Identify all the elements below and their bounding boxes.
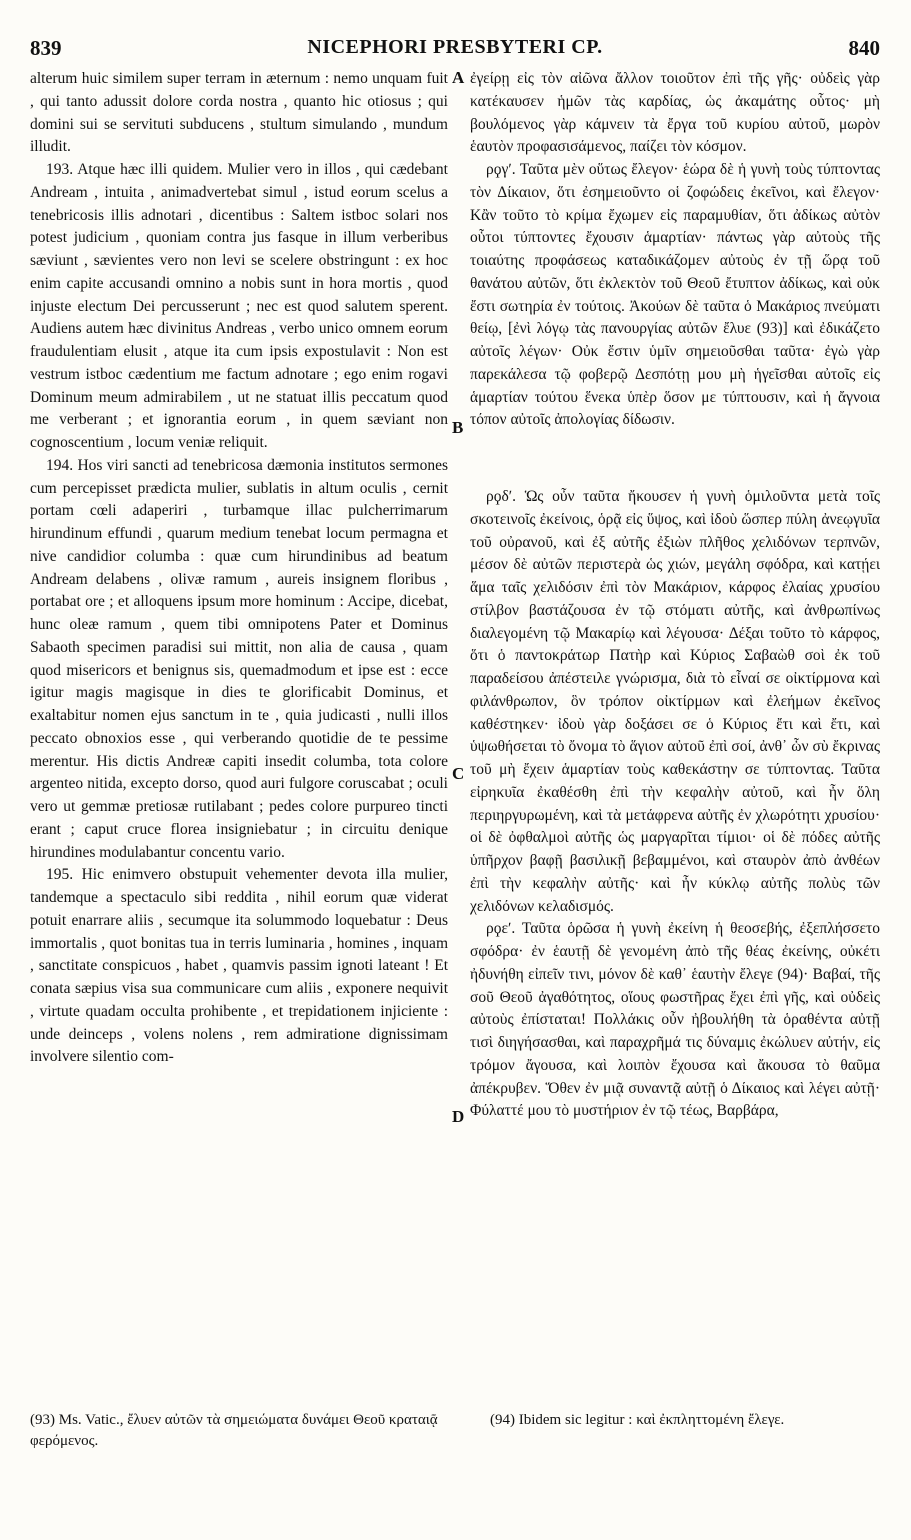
section-marker-d: D — [452, 1107, 465, 1126]
greek-paragraph-194: ρϙδʹ. Ὡς οὖν ταῦτα ἤκουσεν ἡ γυνὴ ὁμιλοῦντα μετὰ τοῖς σκοτεινοῖς ἐκείνοις, ὁρᾷ εἰς ὕψος, καὶ ἰδοὺ ὥσπερ πύλη ἀνεῳγυῖα τοῦ οὐρανοῦ, καὶ ἐξ αὐτῆς ἐξιὼν πλῆθος χελιδόνων τερπνῶν, μέσον δὲ αὐτῶν περιστερὰ ὡς χιών, μεγάλη σφόδρα, καὶ κατῄει ἅμα ταῖς χελιδόσιν ἐπὶ τὸν Μακάριον, κάρφος ἐλαίας χρυσίου στίλβον βαστάζουσα ἐν τῷ στόματι αὐτῆς, καὶ ἀνθρωπίνως διαλεγομένη τῷ Μακαρίῳ καὶ λέγουσα· Δέξαι τοῦτο τὸ κάρφος, ὅτι ὁ παντοκράτωρ Πατὴρ καὶ Κύριος Σαβαὼθ σοὶ ἐκ τοῦ παραδείσου ἀπέστειλε γνώρισμα, διὰ τὸ εἶναί σε οἰκτίρμονα καὶ φιλάνθρωπον, ὃν τρόπον οἰκτίρμων καὶ ἐλεήμων ἐκεῖνος καθέστηκεν· ἰδοὺ γὰρ δοξάσει σε ὁ Κύριος ἔτι καὶ ἔτι, καὶ ὑψωθήσεται τὸ ὄνομα τὸ ἅγιον αὐτοῦ ἐπὶ σοί, ἀνθ᾽ ὧν σὺ ἔκρινας τοῦ μὴ ἔχειν ἁμαρτίαν τοὺς καθεκάστην σε τύπτοντας. Ταῦτα εἰρηκυῖα ἐκαθέσθη ἐπὶ τὴν κεφαλὴν αὐτοῦ, καὶ ἦν ὅλη περιηργυρωμένη, καὶ τὰ μετάφρενα αὐτῆς ἐν χλωρότητι χρυσίου· οἱ δὲ ὀφθαλμοὶ αὐτῆς ὡς μαργαρῖται τίμιοι· οἱ δὲ πόδες αὐτῆς ὑπῆρχον βαφῇ βασιλικῇ βεβαμμένοι, καὶ σταυρὸν ἀπὸ ἀνθέων ἐπὶ τὴν κεφαλὴν αὐτῆς· καὶ ἦν κύκλῳ αὐτῆς πολὺς τῶν χελιδόνων κελαδισμός. — [470, 488, 880, 915]
running-title: NICEPHORI PRESBYTERI CP. — [307, 36, 603, 58]
footnote-93: (93) Ms. Vatic., ἔλυεν αὐτῶν τὰ σημειώματα δυνάμει Θεοῦ κραταιᾷ φερόμενος. — [30, 1412, 438, 1449]
section-marker-a: A — [452, 68, 465, 87]
greek-paragraph-continuation: ἐγείρῃ εἰς τὸν αἰῶνα ἄλλον τοιοῦτον ἐπὶ τῆς γῆς· οὐδεὶς γὰρ κατέκαυσεν ἡμῶν τὰς καρδίας, ὡς ἀκαμάτης οὗτος· μὴ βουλόμενος γὰρ κάμνειν τὰ ἔργα τοῦ κυρίου αὐτοῦ, μωρὸν ἑαυτὸν προφασισάμενος, παίζει τὸν κόσμον. — [470, 70, 880, 156]
page-header — [30, 36, 880, 66]
section-marker-b: B — [452, 418, 464, 437]
latin-paragraph-continuation: alterum huic similem super terram in æternum : nemo unquam fuit , qui tanto adussit dolore corda nostra , quanto hic otiosus ; qui domini sui se servituti subducens , stultum simulando , mundum illudit. — [30, 70, 448, 156]
latin-paragraph-193: 193. Atque hæc illi quidem. Mulier vero in illos , qui cædebant Andream , intuita , animadvertebat simul , istud eorum scelus a tenebricosis illis adnotari , dicentibus : Saltem istboc solari nos potest judicium , quoniam contra jus fasque in illum verberibus sæviunt , sævientes vero non levi se scelere obstringunt : ex hoc enim capite accusandi omnino a nobis sunt in hora mortis , quod injuste electum Dei percusserunt ; nec est quod salutem sperent. Audiens autem hæc divinitus Andreas , verbo unico omnem eorum fraudulentiam elusit , atque ita cum ipsis expostulavit : Non est vestrum istboc cædentium me factum adnotare ; ego enim rogavi Dominum meum admirabilem , ut ne statuat illis peccatum quod me verberant ; et ignorantia eorum , in quem sæviant non cognoscentium , locum veniæ reliquit. — [30, 161, 448, 451]
latin-column — [30, 68, 448, 1069]
section-marker-c: C — [452, 764, 465, 783]
latin-paragraph-194: 194. Hos viri sancti ad tenebricosa dæmonia institutos sermones cum percepisset prædicta mulier, sublatis in altum oculis , cernit portam cœli adaperiri , turbamque illac pulcherrimarum hirundinum effundi , quarum medium tenebat locum permagna et nive candidior columba : quæ cum hirundinibus ad beatum Andream delabens , olivæ ramum , aureis insignem floribus , portabat ore ; et alloquens ipsum more hominum : Accipe, dicebat, hunc oleæ ramum , quem tibi omnipotens Pater et Dominus Sabaoth specimen paradisi sui mittit, non alia de causa , quam quod misericors et benignus sis, quemadmodum et ipse est : ecce igitur magis magisque in dies te glorificabit Dominus, et exaltabitur nomen ejus sanctum in te , quia judicasti , nulli illos peccato obnoxios esse , qui verberando quotidie de te pessime merentur. His dictis Andreæ capiti insedit columba, tota colore argenteo nitida, excepto dorso, quod auri fulgore coruscabat ; oculi vero ut gemmæ pretiosæ rutilabant ; pedes colore purpureo tincti erant ; caput cruce florea insigniebatur ; in circuitu denique hirundines modulabantur concentu vario. — [30, 456, 448, 861]
footnote-94: (94) Ibidem sic legitur : καὶ ἐκπληττομένη ἔλεγε. — [490, 1412, 785, 1428]
greek-column — [470, 68, 880, 1123]
greek-paragraph-193: ρϙγʹ. Ταῦτα μὲν οὕτως ἔλεγον· ἑώρα δὲ ἡ γυνὴ τοὺς τύπτοντας τὸν Δίκαιον, ὅτι ἐσημειοῦντο οἱ ζοφώδεις ἐκεῖνοι, καὶ ἔλεγον· Κἂν τοῦτο τὸ κρίμα ἔχωμεν εἰς παραμυθίαν, ὅτι ἀδίκως αὐτὸν οὗτοι τύπτοντες ἔχουσιν ἁμαρτίαν· πάντως γὰρ αὐτοὺς τῆς τοιαύτης προφάσεως καταδικάζομεν αὐτοὺς ἐν τῇ ὥρᾳ τοῦ θανάτου αὐτῶν, ὅτι ἐκλεκτὸν τοῦ Θεοῦ ἔτυπτον ἀδίκως, καὶ οὐκ ἔστι σωτηρία ἐν τούτοις. Ἀκούων δὲ ταῦτα ὁ Μακάριος πνεύματι θείῳ, [ἐνὶ λόγῳ τὰς πανουργίας αὐτῶν ἔλυε (93)] καὶ ἐδικάζετο αὐτοῖς λέγων· Οὐκ ἔστιν ὑμῖν σημειοῦσθαι ταῦτα· ἐγὼ γὰρ παρεκάλεσα τῷ φοβερῷ Δεσπότῃ μου μὴ ἡγεῖσθαι αὐτοῖς εἰς ἁμαρτίαν τούτου ἕνεκα ὑπὲρ ὅσον με τύπτουσιν, καὶ ἡ ἄγνοια τόπον αὐτοῖς ἀπολογίας δίδωσιν. — [470, 161, 880, 429]
right-page-number: 840 — [848, 36, 880, 60]
left-page-number: 839 — [30, 36, 62, 60]
greek-paragraph-195: ρϙεʹ. Ταῦτα ὁρῶσα ἡ γυνὴ ἐκείνη ἡ θεοσεβής, ἐξεπλήσσετο σφόδρα· ἐν ἑαυτῇ δὲ γενομένη ἀπὸ τῆς θέας ἐκείνης, οὐκέτι ἠδυνήθη εἰπεῖν τινι, μόνον δὲ καθ᾽ ἑαυτὴν ἔλεγε (94)· Βαβαί, τῆς σοῦ Θεοῦ ἀγαθότητος, οἵους φωστῆρας ἔχει ἐπὶ γῆς, καὶ οὐδεὶς αὐτοὺς ἐπίσταται! Πολλάκις οὖν ἠβουλήθη τὰ ὁραθέντα αὐτῇ τισὶ διηγήσασθαι, καὶ παραχρῆμά τις δύναμις ἐκώλυεν αὐτήν, εἰς τρόμον ἄγουσα, καὶ λοιπὸν ἔχουσα καὶ ἄκουσα τὸ θαῦμα ἀπέκρυβεν. Ὅθεν ἐν μιᾷ συναντᾷ αὐτῇ ὁ Δίκαιος καὶ λέγει αὐτῇ· Φύλαττέ μου τὸ μυστήριον ἐν τῷ τέως, Βαρβάρα, — [470, 920, 880, 1120]
latin-paragraph-195: 195. Hic enimvero obstupuit vehementer devota illa mulier, tandemque a spectaculo sibi reddita , nihil eorum quæ viderat potuit enarrare aliis , secumque ita solummodo loquebatur : Deus immortalis , quot bonitas tua in terris luminaria , homines , inquam , sanctitate conspicuos , habet , quamvis passim ignoti lateant ! Et conata sæpius visa sua communicare cum aliis , exponere nequivit , virtute quadam occulta prohibente , et trepidationem injiciente : unde deinceps , volens nolens , rem admiratione dignissimam involvere silentio com- — [30, 866, 448, 1066]
